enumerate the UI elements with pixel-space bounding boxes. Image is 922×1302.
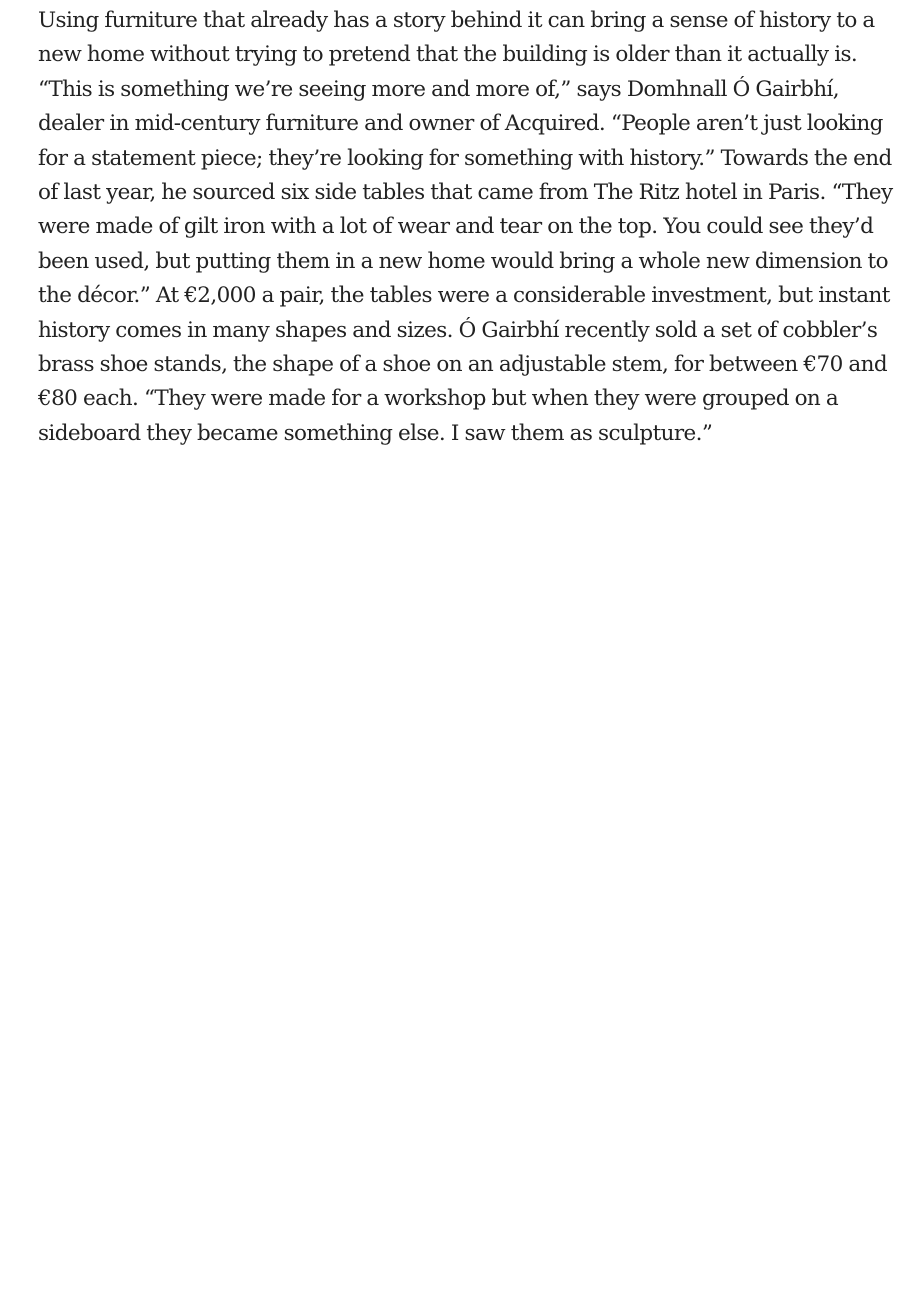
paragraph-line: been used, but putting them in a new home would bring a whole new dimension to xyxy=(38,248,888,274)
paragraph-line: new home without trying to pretend that the building is older than it actually is. xyxy=(38,42,858,68)
paragraph-line: dealer in mid-century furniture and owner of Acquired. “People aren’t just looking xyxy=(38,111,883,137)
article-body xyxy=(38,4,902,451)
paragraph-line: sideboard they became something else. I saw them as sculpture.” xyxy=(38,420,713,446)
paragraph-line: of last year, he sourced six side tables that came from The Ritz hotel in Paris. “They xyxy=(38,180,893,206)
paragraph-line: €80 each. “They were made for a workshop but when they were grouped on a xyxy=(38,386,839,412)
paragraph-line: “This is something we’re seeing more and more of,” says Domhnall Ó Gairbhí, xyxy=(38,76,840,102)
paragraph-line: history comes in many shapes and sizes. Ó Gairbhí recently sold a set of cobbler’s xyxy=(38,317,878,343)
paragraph-line: Using furniture that already has a story behind it can bring a sense of history to a xyxy=(38,8,875,33)
article-paragraph xyxy=(38,4,902,451)
paragraph-line: for a statement piece; they’re looking for something with history.” Towards the end xyxy=(38,145,892,171)
paragraph-line: the décor.” At €2,000 a pair, the tables were a considerable investment, but instant xyxy=(38,283,890,309)
paragraph-line: were made of gilt iron with a lot of wear and tear on the top. You could see they’d xyxy=(38,214,874,240)
paragraph-line: brass shoe stands, the shape of a shoe on an adjustable stem, for between €70 and xyxy=(38,352,888,378)
